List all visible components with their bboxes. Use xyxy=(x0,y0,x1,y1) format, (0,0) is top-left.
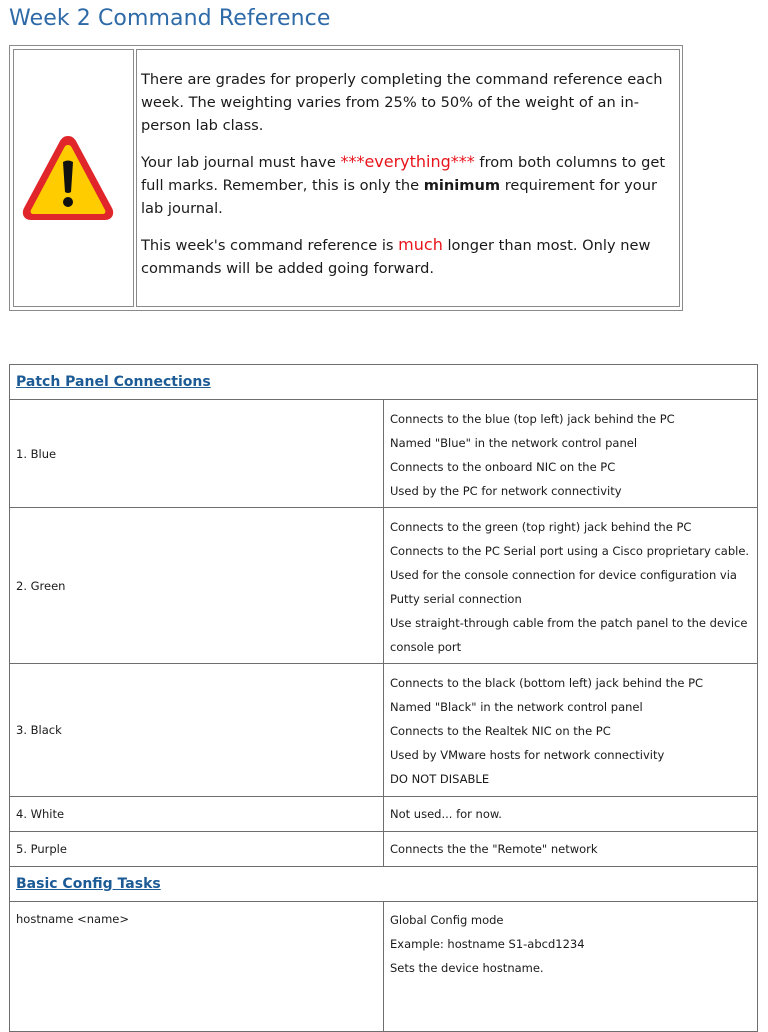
description-line: Connects the the "Remote" network xyxy=(390,842,598,856)
command-cell: 4. White xyxy=(10,797,384,832)
description-line: DO NOT DISABLE xyxy=(390,772,490,786)
table-row xyxy=(10,400,758,508)
description-cell xyxy=(384,508,758,664)
notice-paragraph-1: There are grades for properly completing the command reference each week. The weighting varies from 25% to 50% of the weight of an in-person lab class. xyxy=(141,71,663,134)
description-line: Connects to the blue (top left) jack behind the PC xyxy=(390,411,675,426)
command-cell: 5. Purple xyxy=(10,832,384,867)
description-line: Used by the PC for network connectivity xyxy=(390,483,622,498)
description-cell xyxy=(384,832,758,867)
description-line: Use straight-through cable from the patch panel to the device console port xyxy=(390,615,748,654)
notice-text xyxy=(136,49,680,307)
text-span: Your lab journal must have xyxy=(141,154,341,171)
table-row xyxy=(10,664,758,797)
description-line: Global Config mode xyxy=(390,913,504,927)
text-span: requirement for your lab journal. xyxy=(141,177,657,217)
description-line: Connects to the black (bottom left) jack behind the PC xyxy=(390,676,704,690)
notice-box xyxy=(9,45,683,311)
table-row xyxy=(10,902,758,1032)
description-line: Used for the console connection for device configuration via Putty serial connection xyxy=(390,567,737,606)
description-line: Not used... for now. xyxy=(390,807,502,821)
command-reference-table xyxy=(9,364,758,1032)
command-cell: 1. Blue xyxy=(10,400,384,508)
patch-panel-heading[interactable]: Patch Panel Connections xyxy=(16,374,211,390)
minimum-emphasis: minimum xyxy=(423,177,501,194)
description-line: Connects to the green (top right) jack behind the PC xyxy=(390,519,692,534)
basic-config-heading[interactable]: Basic Config Tasks xyxy=(16,876,161,892)
description-line: Connects to the onboard NIC on the PC xyxy=(390,459,616,474)
description-line: Connects to the PC Serial port using a Cisco proprietary cable. xyxy=(390,543,750,558)
text-span: longer than most. Only new commands will be added going forward. xyxy=(141,237,651,277)
command-cell: 2. Green xyxy=(10,508,384,664)
table-row xyxy=(10,832,758,867)
table-row xyxy=(10,508,758,664)
table-row xyxy=(10,797,758,832)
text-span: from both columns to get full marks. Remember, this is only the xyxy=(141,154,666,194)
everything-emphasis: ***everything*** xyxy=(340,152,475,171)
section-row xyxy=(10,365,758,400)
description-line: Example: hostname S1-abcd1234 xyxy=(390,937,585,951)
warning-icon xyxy=(20,132,116,224)
notice-paragraph-3 xyxy=(141,233,675,280)
text-span: This week's command reference is xyxy=(141,237,399,254)
much-emphasis: much xyxy=(398,235,443,254)
description-line: Used by VMware hosts for network connectivity xyxy=(390,748,665,762)
section-heading-cell xyxy=(10,867,758,902)
section-heading-cell xyxy=(10,365,758,400)
command-cell: 3. Black xyxy=(10,664,384,797)
description-line: Named "Black" in the network control panel xyxy=(390,700,643,714)
command-cell: hostname <name> xyxy=(10,902,384,1032)
notice-icon-cell xyxy=(13,49,134,307)
description-line: Sets the device hostname. xyxy=(390,961,544,975)
description-cell xyxy=(384,797,758,832)
description-cell xyxy=(384,902,758,1032)
description-line: Named "Blue" in the network control panel xyxy=(390,435,638,450)
notice-paragraph-2 xyxy=(141,150,675,220)
description-cell xyxy=(384,400,758,508)
page-title: Week 2 Command Reference xyxy=(9,6,331,31)
section-row xyxy=(10,867,758,902)
description-line: Connects to the Realtek NIC on the PC xyxy=(390,724,611,738)
description-cell xyxy=(384,664,758,797)
